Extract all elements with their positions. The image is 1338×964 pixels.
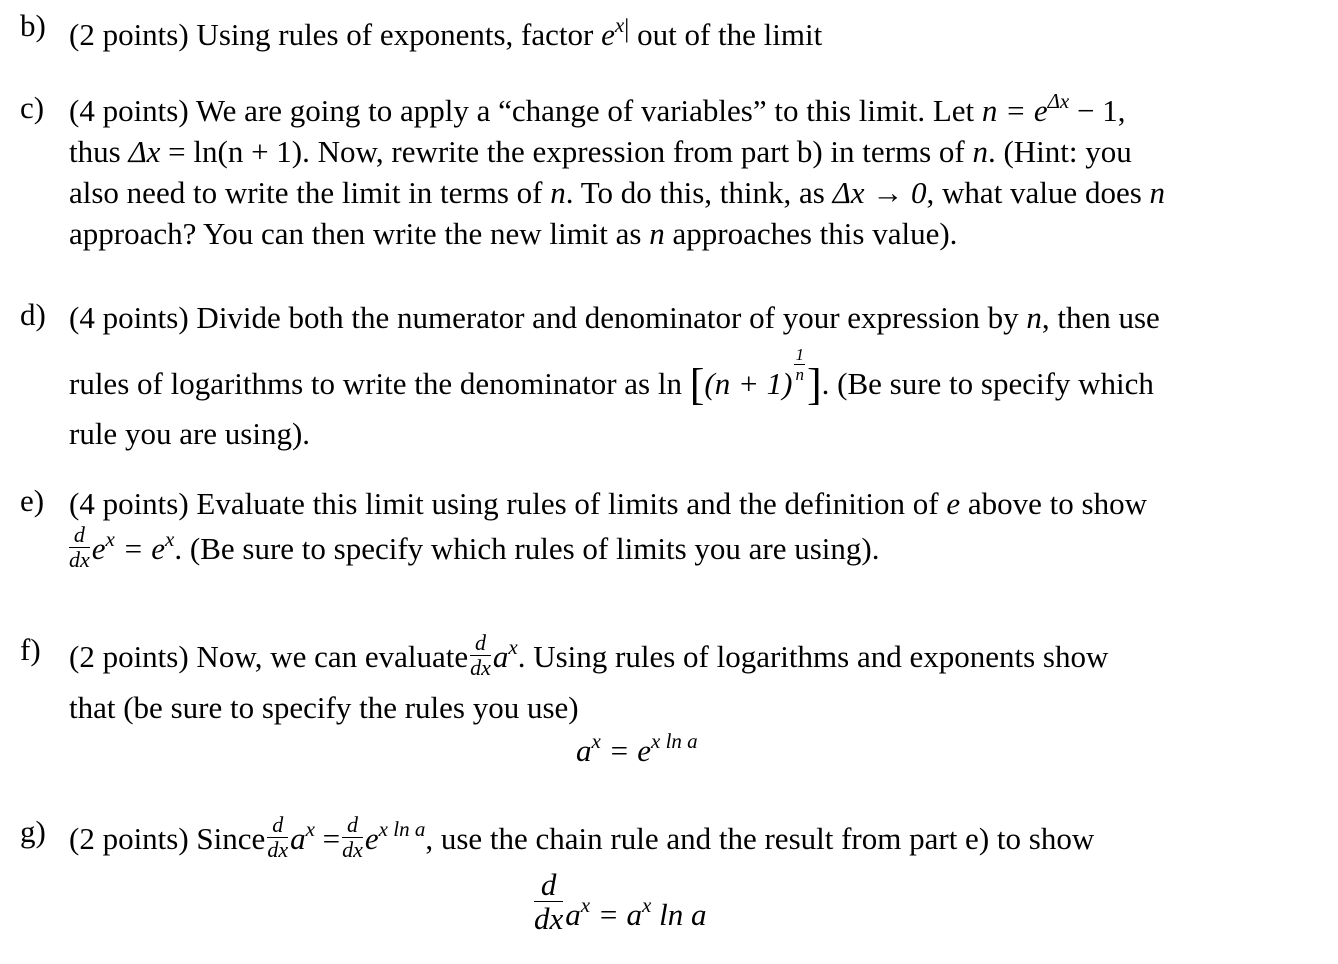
question-g-line-1: (2 points) Since $\frac{d}{dx}$ $a^x$ = $\frac{d}{dx}$ $e^{x ln a}$, use the chain rule and the result from part e) to show: [69, 812, 1095, 862]
question-d: [20, 297, 1320, 456]
question-b-text-1: (2 points) Using rules of exponents, factor: [69, 17, 594, 52]
question-c-line-2: thus Δx = ln(n + 1). Now, rewrite the expression from part b) in terms of n. (Hint: you: [69, 134, 1132, 169]
question-c-line-1: (4 points) We are going to apply a “change of variables” to this limit. Let $n = e^{\Delta x} - 1$,: [69, 89, 1126, 128]
question-c-label: c): [20, 90, 45, 125]
question-g-label: g): [20, 814, 46, 849]
question-b-label: b): [20, 8, 46, 43]
question-d-line-2: rules of logarithms to write the denominator as ln [(n + 1) $\frac{1}{n}$ ]. (Be sure to specify which: [69, 345, 1154, 409]
question-c-line-4: approach? You can then write the new limit as n approaches this value).: [69, 216, 958, 251]
b-exp: x: [614, 13, 625, 37]
b-e: e: [601, 17, 615, 52]
question-d-line-1: (4 points) Divide both the numerator and denominator of your expression by n, then use: [69, 300, 1160, 335]
question-f-line-2: that (be sure to specify the rules you use): [69, 690, 579, 725]
question-d-line-3: rule you are using).: [69, 416, 311, 451]
question-f-line-1: (2 points) Now, we can evaluate $\frac{d}{dx}$ $a^x$. Using rules of logarithms and exponents show: [69, 630, 1109, 680]
question-f-equation: $a^x = e^{x ln a}$: [576, 729, 698, 768]
question-c: [20, 90, 1320, 254]
question-f: [20, 632, 1320, 771]
question-f-label: f): [20, 632, 41, 667]
question-b-text-2: out of the limit: [637, 17, 823, 52]
question-c-line-3: also need to write the limit in terms of n. To do this, think, as Δx → 0, what value does n: [69, 175, 1166, 210]
question-b: b) (2 points) Using rules of exponents, factor $e^{x|}$ out of the limit: [20, 8, 823, 52]
question-g: [20, 814, 1320, 935]
question-e-line-1: (4 points) Evaluate this limit using rules of limits and the definition of e above to show: [69, 486, 1147, 521]
question-d-label: d): [20, 297, 46, 332]
question-e: [20, 483, 1320, 571]
question-e-label: e): [20, 483, 45, 518]
question-g-equation: $\frac{d}{dx}$ $a^x = a^x$ ln a: [534, 867, 707, 936]
question-e-line-2: $\frac{d}{dx}$ $e^x = e^x$. (Be sure to specify which rules of limits you are using).: [69, 522, 880, 572]
